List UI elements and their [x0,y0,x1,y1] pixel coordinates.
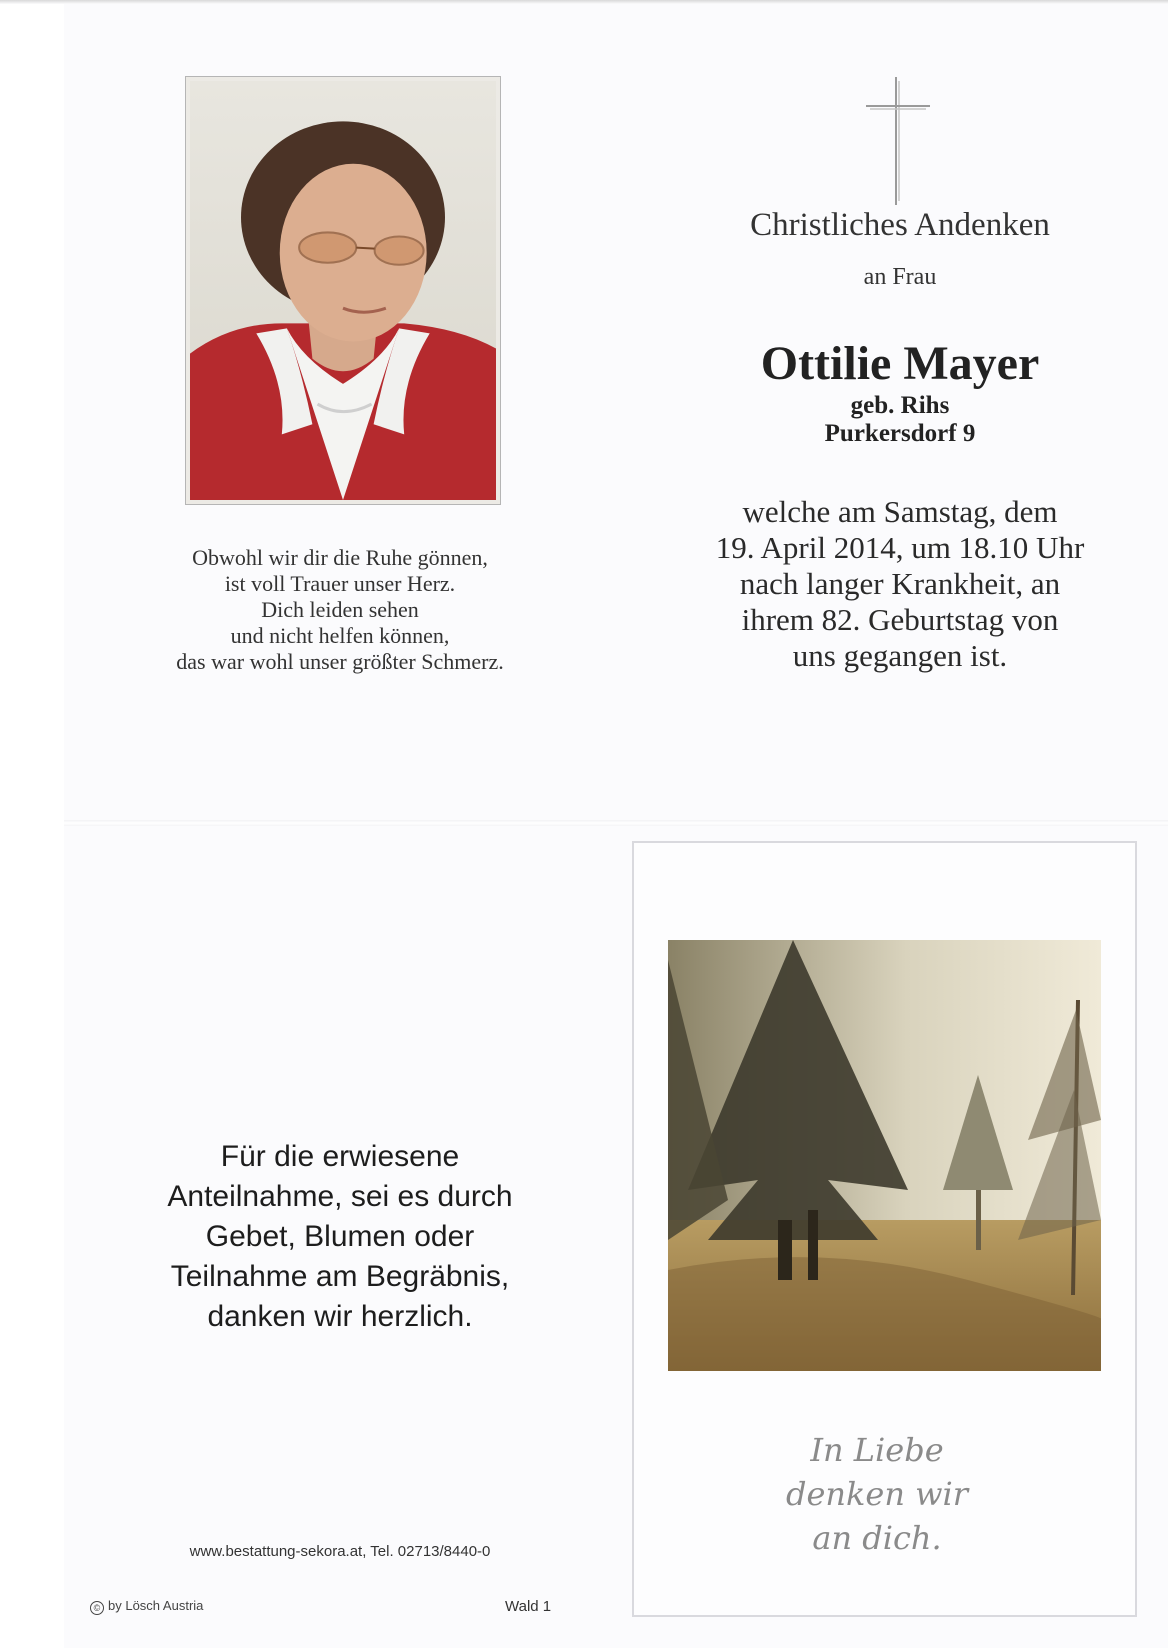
design-name: Wald 1 [505,1598,552,1615]
memorial-heading: Christliches Andenken [750,207,1050,243]
thanks-line: Anteilnahme, sei es durch [167,1180,513,1213]
poem-line: und nicht helfen können, [230,623,450,648]
death-notice-line: uns gegangen ist. [792,638,1008,673]
forest-landscape-image [668,940,1101,1371]
card-fold-line [64,820,1168,826]
copyright-text: by Lösch Austria [108,1598,204,1613]
thanks-line: Gebet, Blumen oder [205,1220,475,1253]
scan-margin [0,0,64,1648]
death-notice-line: ihrem 82. Geburtstag von [741,602,1059,637]
poem-verse [130,545,550,675]
portrait-photo [190,81,496,500]
poem-line: Dich leiden sehen [261,597,419,622]
scan-top-edge [0,0,1168,4]
birth-name: geb. Rihs [850,392,950,419]
copyright-icon: © [90,1601,104,1615]
funeral-home-contact: www.bestattung-sekora.at, Tel. 02713/8440-0 [189,1543,491,1560]
script-line: an dich. [812,1519,942,1557]
poem-line: ist voll Trauer unser Herz. [224,571,456,596]
poem-line: das war wohl unser größter Schmerz. [176,649,504,674]
portrait-photo-frame [185,76,501,505]
in-loving-memory-text [722,1428,1032,1560]
deceased-name: Ottilie Mayer [760,337,1040,390]
script-line: denken wir [785,1475,969,1513]
thanks-line: Teilnahme am Begräbnis, [170,1260,510,1293]
death-notice-line: welche am Samstag, dem [742,494,1058,529]
death-notice-line: nach langer Krankheit, an [739,566,1061,601]
memorial-subheading: an Frau [863,264,937,290]
thanks-line: danken wir herzlich. [207,1300,473,1333]
cross-icon [866,77,930,205]
thanks-message [110,1137,570,1337]
poem-line: Obwohl wir dir die Ruhe gönnen, [192,545,488,570]
copyright-notice [90,1598,203,1615]
death-notice [660,494,1140,674]
address: Purkersdorf 9 [824,420,976,447]
death-notice-line: 19. April 2014, um 18.10 Uhr [715,530,1085,565]
script-line: In Liebe [810,1431,944,1469]
thanks-line: Für die erwiesene [220,1140,460,1173]
